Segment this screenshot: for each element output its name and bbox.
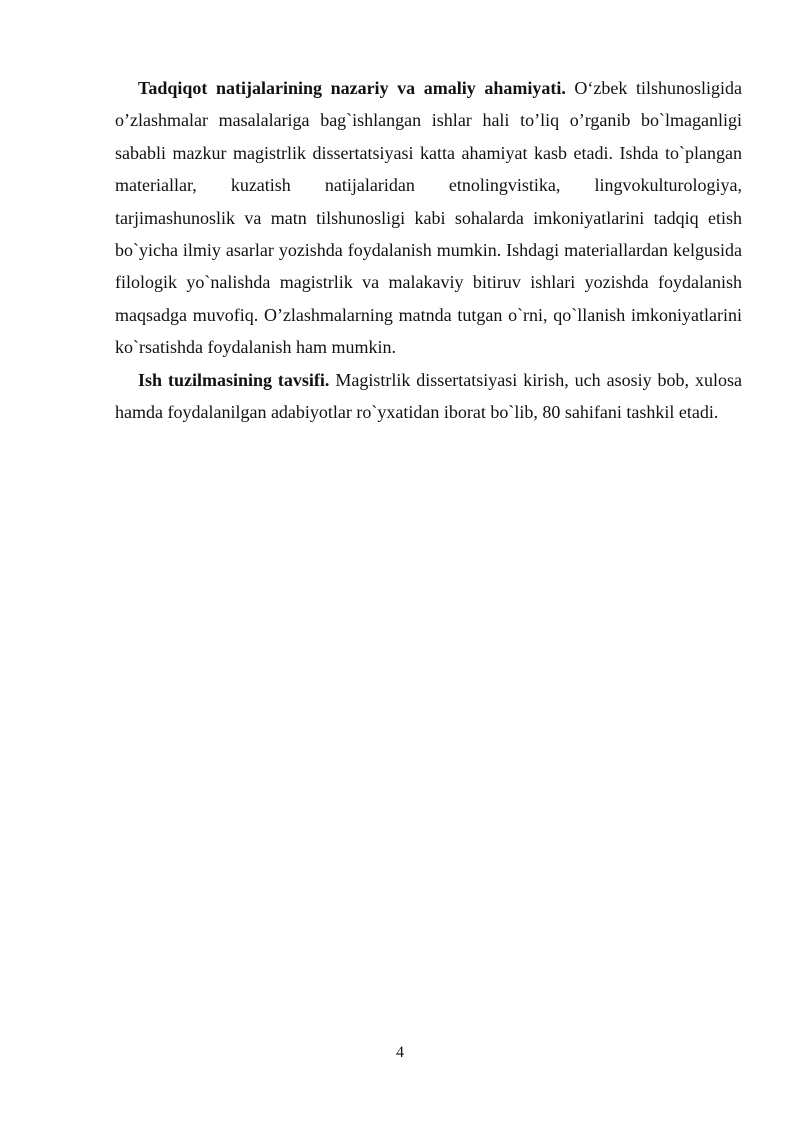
- paragraph-heading: Ish tuzilmasining tavsifi.: [138, 369, 330, 390]
- paragraph-body: O‘zbek tilshunosligida o’zlashmalar masalalariga bag`ishlangan ishlar hali to’liq o’rganib bo`lmaganligi sababli mazkur magistrlik dissertatsiyasi katta ahamiyat kasb etadi. Ishda to`plangan materiallar, kuzatish natijalaridan etnolingvistika, lingvokulturologiya, tarjimashunoslik va matn tilshunosligi kabi sohalarda imkoniyatlarini tadqiq etish bo`yicha ilmiy asarlar yozishda foydalanish mumkin. Ishdagi materiallardan kelgusida filologik yo`nalishda magistrlik va malakaviy bitiruv ishlari yozishda foydalanish maqsadga muvofiq. O’zlashmalarning matnda tutgan o`rni, qo`llanish imkoniyatlarini ko`rsatishda foydalanish ham mumkin.: [115, 78, 742, 358]
- paragraph-heading: Tadqiqot natijalarining nazariy va amaliy ahamiyati.: [138, 78, 566, 98]
- body-text: [115, 72, 742, 428]
- page-number: 4: [396, 1044, 404, 1061]
- paragraph-body: Magistrlik dissertatsiyasi kirish, uch asosiy bob, xulosa hamda foydalanilgan adabiyotlar ro`yxatidan iborat bo`lib, 80 sahifani tashkil etadi.: [115, 369, 742, 423]
- paragraph-significance: [115, 72, 742, 364]
- paragraph-structure: [115, 364, 742, 429]
